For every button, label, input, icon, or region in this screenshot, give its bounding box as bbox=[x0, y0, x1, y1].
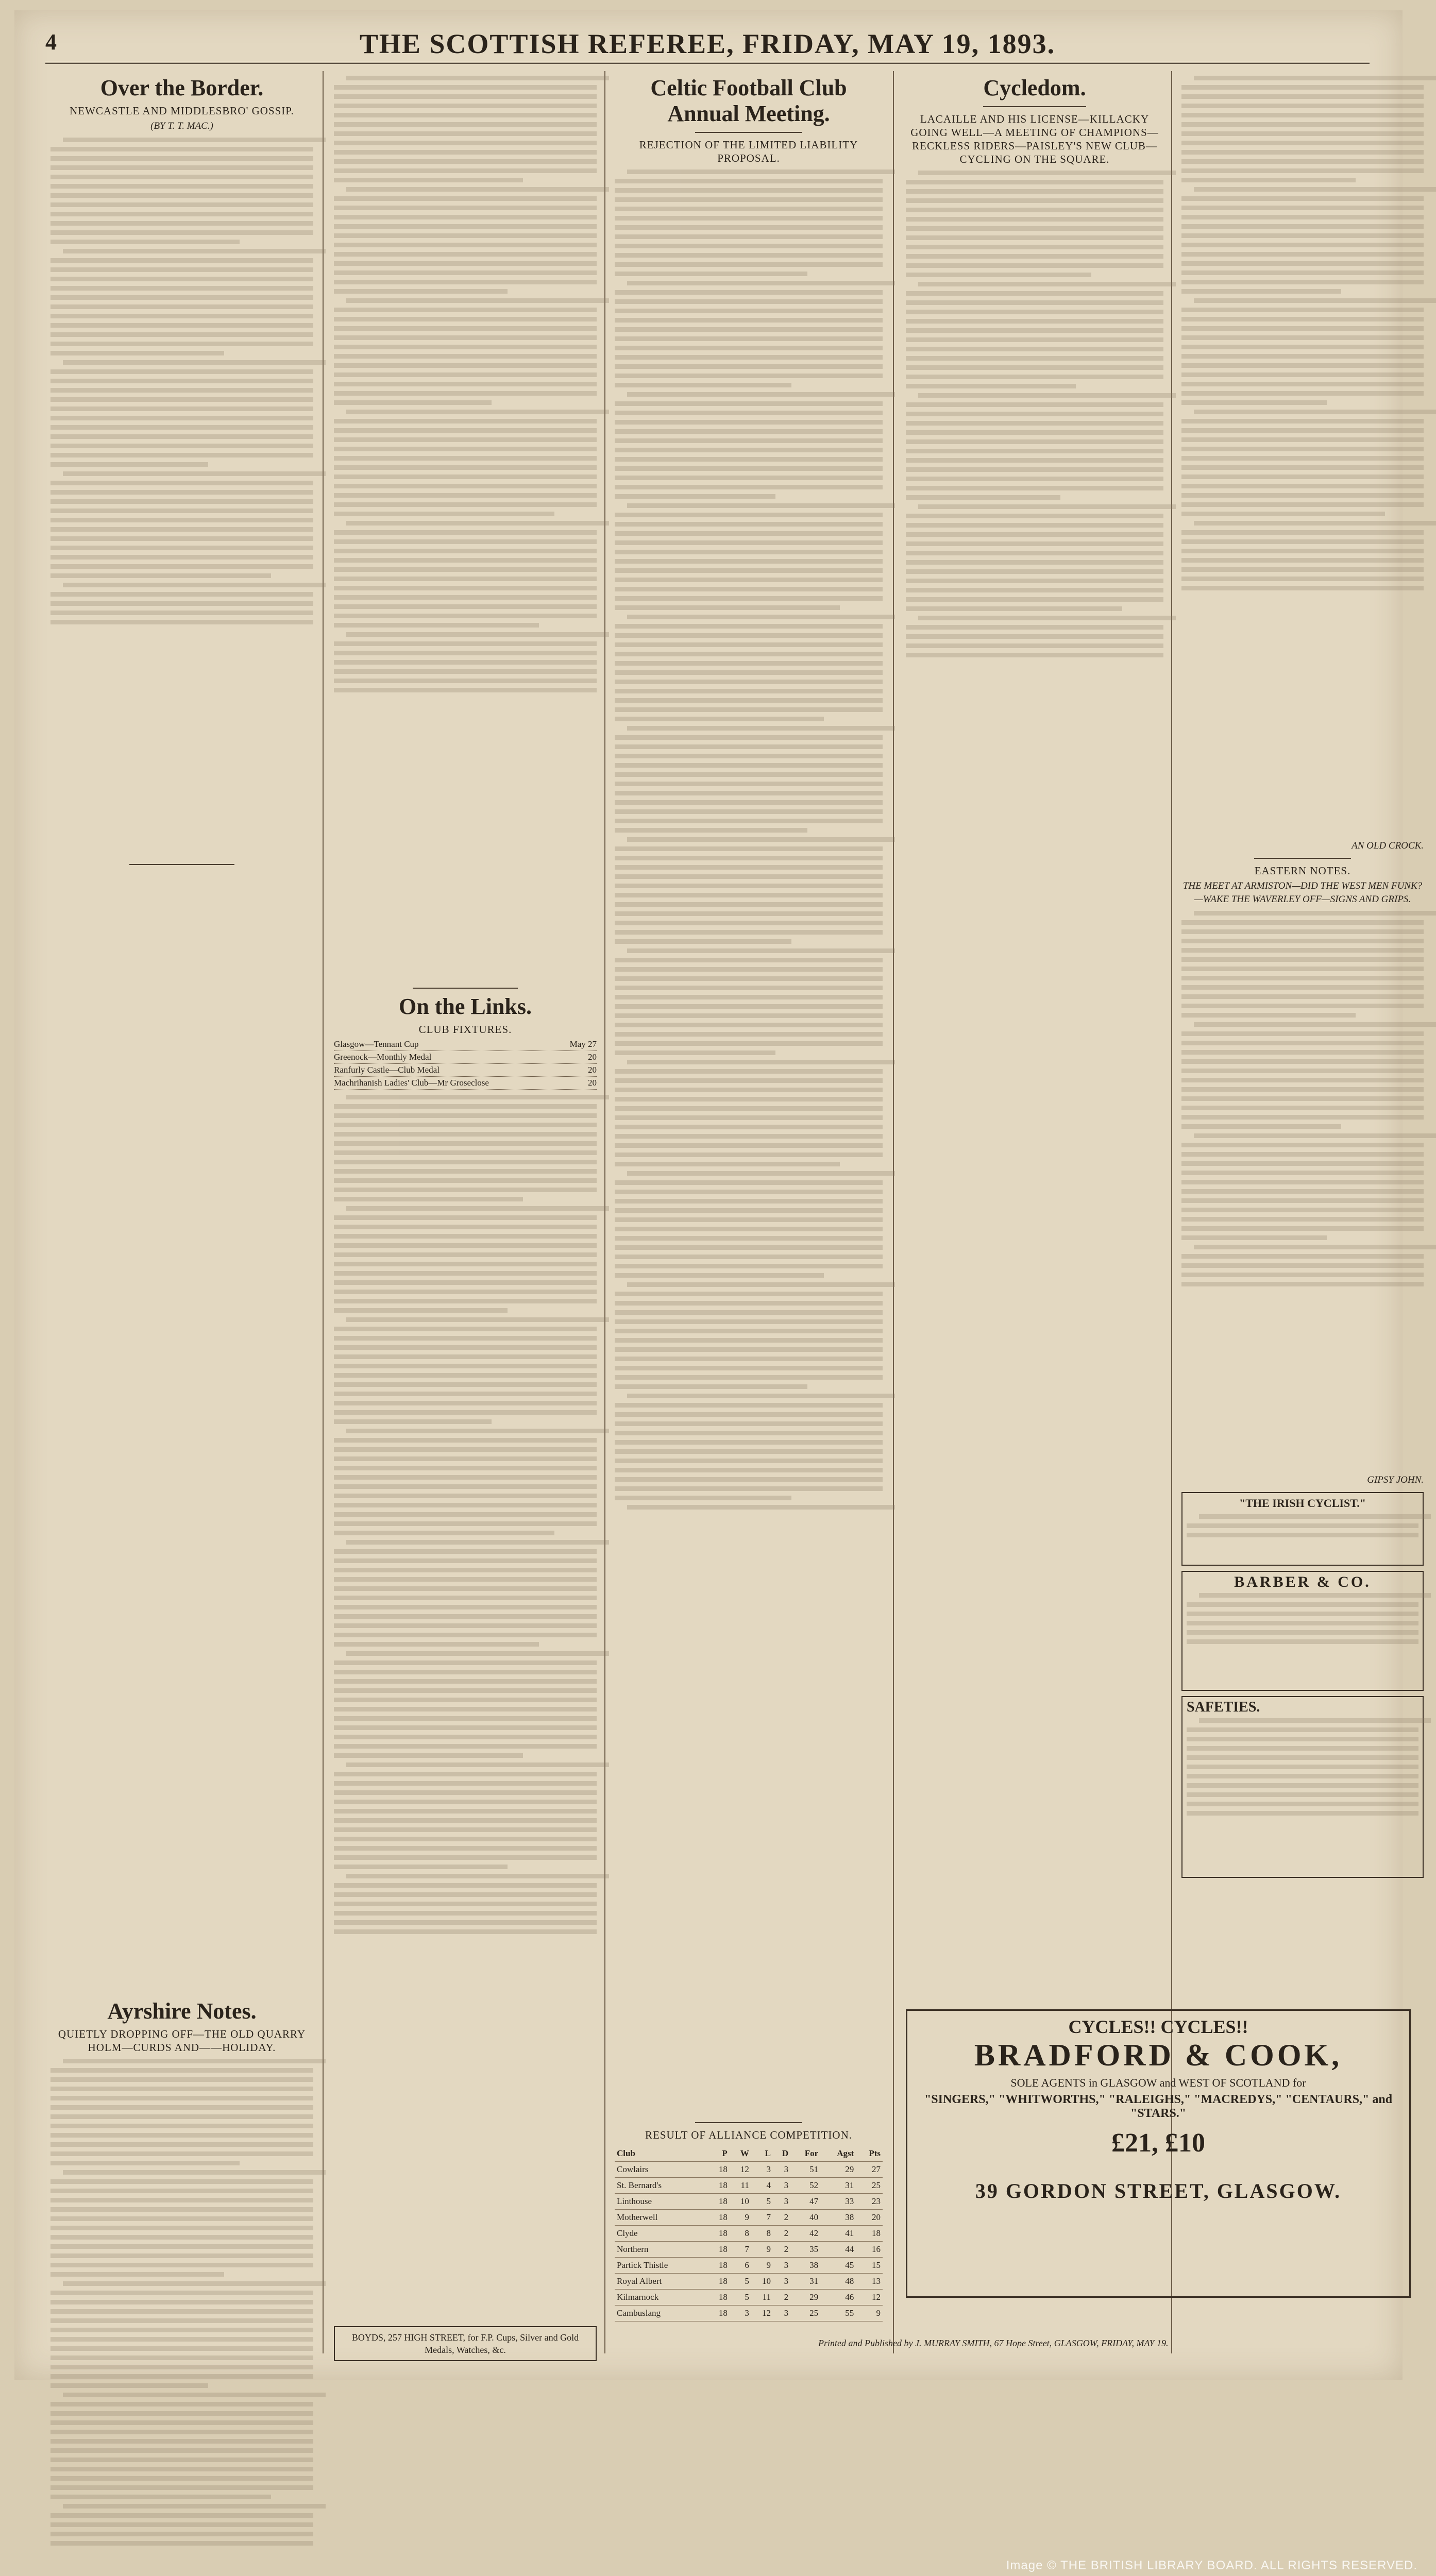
article-headline: Ayrshire Notes. bbox=[107, 1998, 257, 2024]
text-block bbox=[615, 170, 883, 2117]
article-subheading: CLUB FIXTURES. bbox=[418, 1023, 512, 1036]
table-row: Northern 18 7 9 2 35 44 16 bbox=[615, 2242, 883, 2258]
text-block bbox=[1181, 76, 1424, 838]
ad-heading: CYCLES!! CYCLES!! bbox=[1068, 2016, 1248, 2037]
barber-advertisement: BARBER & CO. bbox=[1181, 1571, 1424, 1691]
column-3 bbox=[615, 71, 883, 2353]
article-headline: Celtic Football Club Annual Meeting. bbox=[650, 75, 847, 126]
article-subheading: LACAILLE AND HIS LICENSE—KILLACKY GOING WELL—A MEETING OF CHAMPIONS—RECKLESS RIDERS—PAISLEY'S NEW CLUB—CYCLING ON THE SQUARE. bbox=[910, 113, 1159, 165]
column-2 bbox=[334, 71, 597, 2353]
article-subheading: EASTERN NOTES. bbox=[1254, 865, 1351, 877]
article-subheading: THE MEET AT ARMISTON—DID THE WEST MEN FUNK?—WAKE THE WAVERLEY OFF—SIGNS AND GRIPS. bbox=[1182, 880, 1423, 905]
copyright-watermark: Image © THE BRITISH LIBRARY BOARD. ALL RIGHTS RESERVED. bbox=[1006, 2558, 1417, 2572]
ad-company-name: BRADFORD & COOK, bbox=[974, 2038, 1343, 2072]
ad-subtitle: SOLE AGENTS in GLASGOW and WEST OF SCOTLAND for bbox=[1010, 2076, 1306, 2089]
fixture-row: Ranfurly Castle—Club Medal 20 bbox=[334, 1064, 597, 1077]
imprint: Printed and Published by J. MURRAY SMITH, 67 Hope Street, GLASGOW, FRIDAY, MAY 19. bbox=[818, 2338, 1169, 2348]
page-number: 4 bbox=[45, 29, 57, 55]
table-row: Cowlairs 18 12 3 3 51 29 27 bbox=[615, 2162, 883, 2178]
fixture-row: Glasgow—Tennant Cup May 27 bbox=[334, 1038, 597, 1051]
masthead-title: THE SCOTTISH REFEREE, FRIDAY, MAY 19, 1893. bbox=[359, 28, 1056, 59]
text-block bbox=[906, 171, 1163, 892]
ad-makes: "SINGERS," "WHITWORTHS," "RALEIGHS," "MACREDYS," "CENTAURS," and "STARS." bbox=[924, 2093, 1393, 2120]
table-row: Linthouse 18 10 5 3 47 33 23 bbox=[615, 2194, 883, 2210]
alliance-results-table bbox=[615, 2146, 883, 2321]
table-row: Motherwell 18 9 7 2 40 38 20 bbox=[615, 2210, 883, 2226]
table-row: Kilmarnock 18 5 11 2 29 46 12 bbox=[615, 2290, 883, 2306]
text-block bbox=[1181, 911, 1424, 1472]
fixtures-list bbox=[334, 1038, 597, 1090]
table-row: Clyde 18 8 8 2 42 41 18 bbox=[615, 2226, 883, 2242]
article-signoff: GIPSY JOHN. bbox=[1367, 1475, 1424, 1485]
irish-cyclist-advertisement: "THE IRISH CYCLIST." bbox=[1181, 1492, 1424, 1566]
table-row: Cambuslang 18 3 12 3 25 55 9 bbox=[615, 2306, 883, 2321]
text-block bbox=[334, 76, 597, 982]
text-block bbox=[50, 138, 313, 859]
article-signoff: AN OLD CROCK. bbox=[1351, 840, 1424, 851]
safeties-advertisement: SAFETIES. bbox=[1181, 1696, 1424, 1878]
masthead bbox=[45, 26, 1370, 64]
column-1 bbox=[50, 71, 313, 2353]
article-headline: Over the Border. bbox=[100, 75, 264, 100]
bradford-cook-advertisement bbox=[906, 2009, 1411, 2298]
table-row: Royal Albert 18 5 10 3 31 48 13 bbox=[615, 2274, 883, 2290]
article-subheading: REJECTION OF THE LIMITED LIABILITY PROPOSAL. bbox=[639, 139, 858, 164]
newspaper-page bbox=[14, 10, 1424, 2380]
boyds-advertisement: BOYDS, 257 HIGH STREET, for F.P. Cups, Silver and Gold Medals, Watches, &c. bbox=[334, 2326, 597, 2361]
article-subheading: QUIETLY DROPPING OFF—THE OLD QUARRY HOLM—CURDS AND——HOLIDAY. bbox=[58, 2028, 306, 2054]
article-subheading: NEWCASTLE AND MIDDLESBRO' GOSSIP. bbox=[70, 105, 294, 117]
article-byline: (BY T. T. MAC.) bbox=[150, 121, 213, 131]
table-row: St. Bernard's 18 11 4 3 52 31 25 bbox=[615, 2178, 883, 2194]
ad-price: £21, £10 bbox=[1111, 2128, 1205, 2158]
fixture-row: Greenock—Monthly Medal 20 bbox=[334, 1051, 597, 1064]
article-headline: On the Links. bbox=[399, 994, 532, 1019]
table-row: Partick Thistle 18 6 9 3 38 45 15 bbox=[615, 2258, 883, 2274]
column-rule bbox=[323, 71, 324, 2353]
fixture-row: Machrihanish Ladies' Club—Mr Groseclose 20 bbox=[334, 1077, 597, 1090]
table-title: RESULT OF ALLIANCE COMPETITION. bbox=[645, 2129, 853, 2141]
text-block bbox=[334, 1095, 597, 2321]
column-rule bbox=[893, 71, 894, 2353]
text-block bbox=[50, 2059, 313, 2576]
article-headline: Cycledom. bbox=[983, 75, 1086, 100]
table-header-row: Club P W L D For Agst Pts bbox=[615, 2146, 883, 2162]
ad-address: 39 GORDON STREET, GLASGOW. bbox=[975, 2179, 1342, 2202]
